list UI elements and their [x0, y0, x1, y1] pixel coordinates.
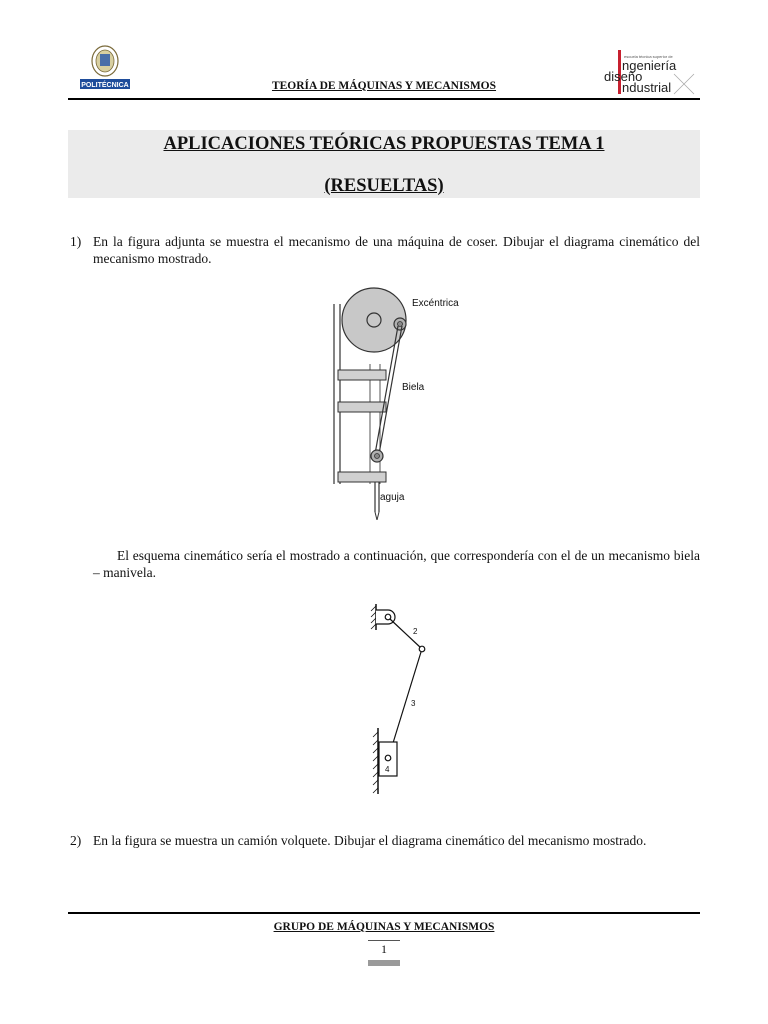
svg-text:ngeniería: ngeniería: [622, 58, 677, 73]
rod-label: Biela: [402, 382, 425, 393]
svg-text:escuela técnica superior de: escuela técnica superior de: [624, 54, 673, 59]
question-1-number: 1): [70, 234, 82, 249]
needle-label: aguja: [380, 492, 405, 503]
title-box: [68, 130, 700, 198]
question-1-text: En la figura adjunta se muestra el mecanismo de una máquina de coser. Dibujar el diagrama cinemático del mecanismo mostrado.: [93, 234, 700, 266]
svg-text:ndustrial: ndustrial: [622, 80, 672, 95]
question-2-text: En la figura se muestra un camión volquete. Dibujar el diagrama cinemático del mecanismo mostrado.: [93, 833, 647, 848]
header-title: TEORÍA DE MÁQUINAS Y MECANISMOS: [271, 80, 497, 92]
header-divider: [68, 98, 700, 100]
page-number-rule: [368, 940, 400, 941]
svg-text:POLITÉCNICA: POLITÉCNICA: [81, 82, 129, 89]
subtitle: (RESUELTAS): [324, 176, 444, 196]
footer-title: GRUPO DE MÁQUINAS Y MECANISMOS: [273, 921, 495, 933]
page-number: 1: [381, 942, 387, 956]
main-title: APLICACIONES TEÓRICAS PROPUESTAS TEMA 1: [163, 134, 605, 154]
link-3-label: 3: [411, 699, 416, 708]
footer-divider: [68, 912, 700, 914]
svg-text:diseño: diseño: [604, 69, 643, 84]
link-4-label: 4: [385, 765, 390, 774]
link-2-label: 2: [413, 627, 418, 636]
answer-text: El esquema cinemático sería el mostrado a continuación, que correspondería con el de un mecanismo biela – manivela.: [93, 548, 700, 580]
page-indicator-bar: [368, 960, 400, 966]
kinematic-diagram: [360, 598, 440, 800]
question-2-number: 2): [70, 833, 82, 848]
sewing-machine-figure: [320, 284, 480, 520]
eccentric-label: Excéntrica: [412, 298, 459, 309]
